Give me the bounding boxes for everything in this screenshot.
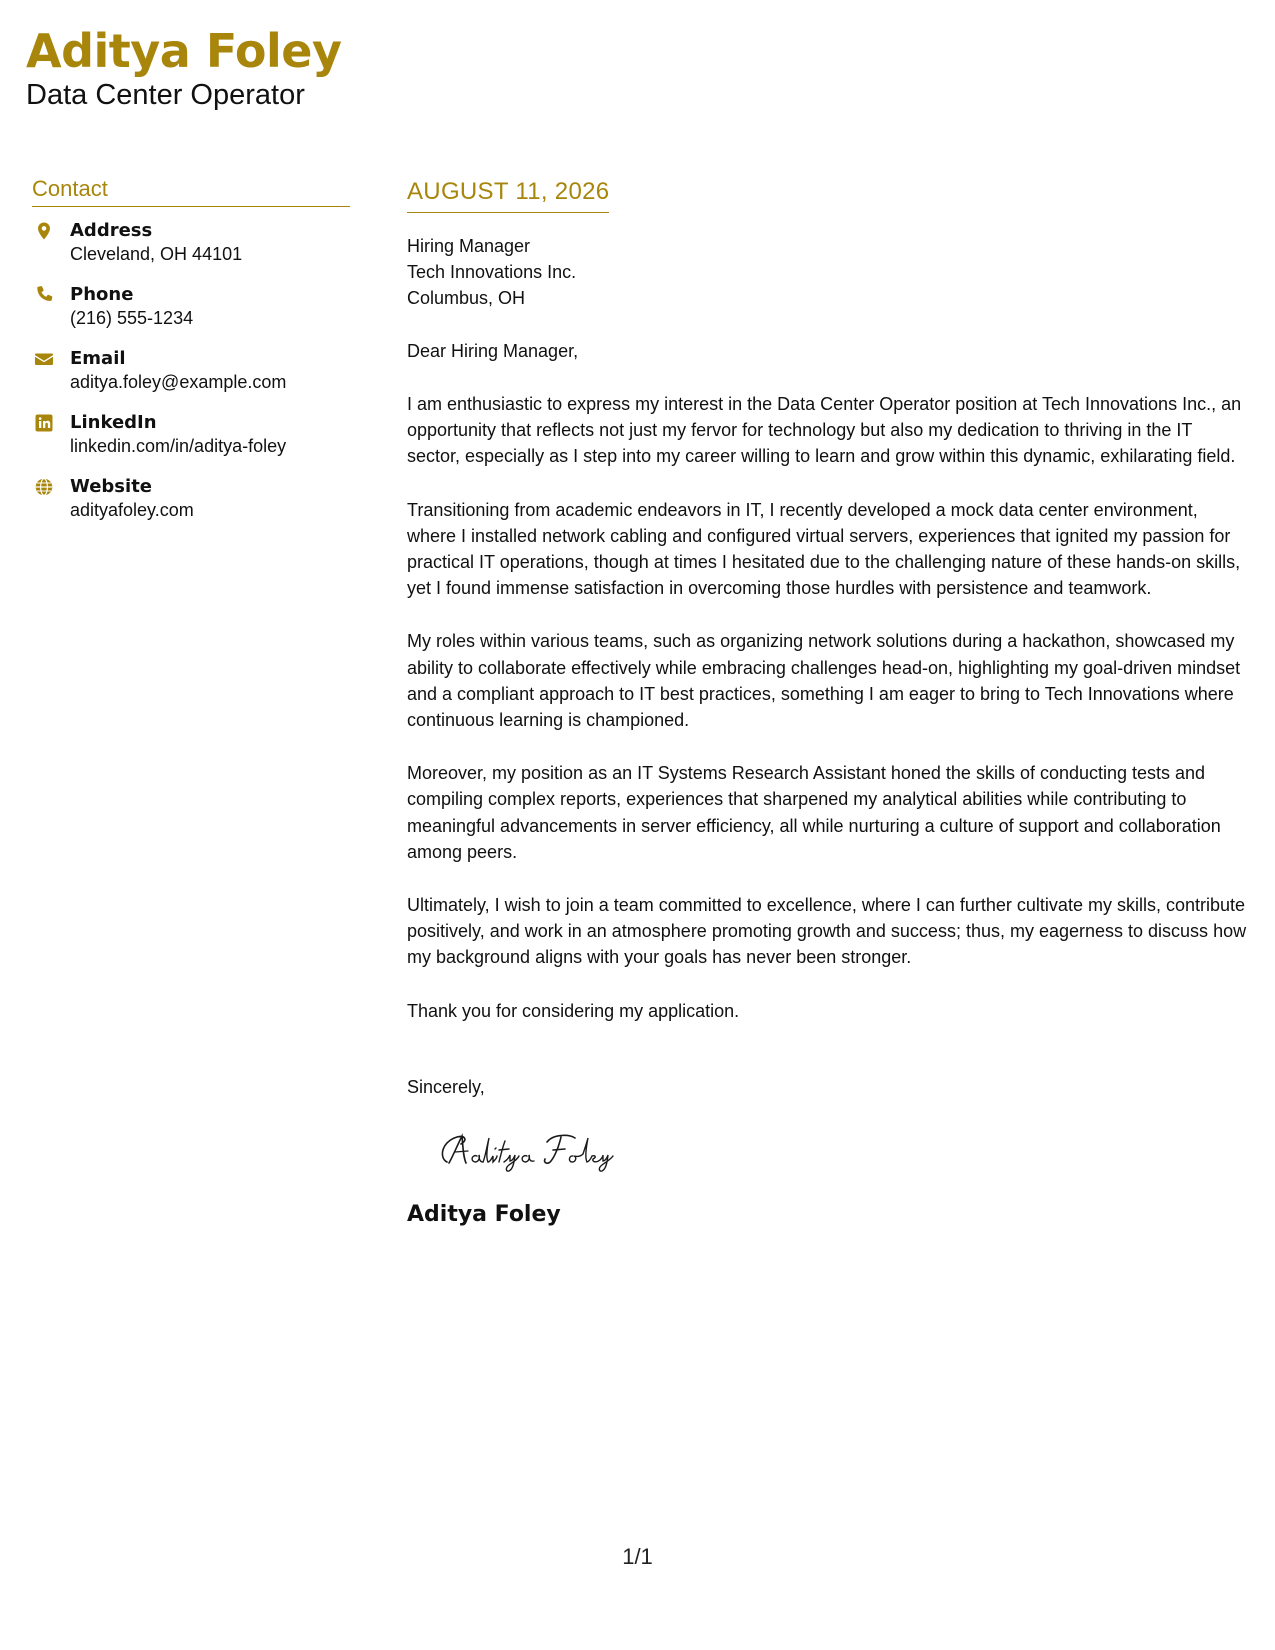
contact-label: Email [70,348,126,369]
signer-name: Aditya Foley [407,1201,561,1227]
body-paragraph: I am enthusiastic to express my interest in the Data Center Operator position at Tech Innovations Inc., an opportunity that reflects not just my fervor for technology but also my dedication to thriving in the IT sector, especially as I step into my career willing to learn and grow within this dynamic, exhilarating field. [407,394,1242,467]
body-paragraph: Moreover, my position as an IT Systems Research Assistant honed the skills of conducting tests and compiling complex reports, experiences that sharpened my analytical abilities while contributing to meaningful advancements in server efficiency, all while nurturing a culture of support and collaboration among peers. [407,763,1221,862]
contact-website [32,475,350,522]
map-pin-icon [34,221,54,241]
closing: Sincerely, [407,1076,485,1097]
contact-sidebar [32,176,350,539]
recipient-line: Hiring Manager [407,236,531,256]
letter-header [26,22,341,112]
contact-label: Website [70,476,153,497]
contact-value: linkedin.com/in/aditya-foley [70,436,287,456]
contact-address [32,219,350,266]
applicant-name: Aditya Foley [26,24,342,78]
contact-label: LinkedIn [70,412,157,433]
letter-date: AUGUST 11, 2026 [407,178,610,205]
contact-value: Cleveland, OH 44101 [70,244,243,264]
phone-icon [34,285,54,305]
contact-label: Phone [70,284,134,305]
contact-value: (216) 555-1234 [70,308,194,328]
globe-icon [34,477,54,497]
recipient-line: Tech Innovations Inc. [407,262,577,282]
letter-body [407,178,1247,1229]
contact-list [32,219,350,522]
linkedin-icon [34,413,54,433]
contact-label: Address [70,220,153,241]
recipient-line: Columbus, OH [407,288,526,308]
salutation: Dear Hiring Manager, [407,341,579,361]
body-paragraph: Ultimately, I wish to join a team committed to excellence, where I can further cultivate my skills, contribute positively, and work in an atmosphere promoting growth and success; thus, my eagerness to discuss how my background aligns with your goals has never been stronger. [407,895,1247,968]
recipient-block [407,233,1247,311]
letter-date-block [407,178,609,213]
contact-section-title: Contact [32,176,350,207]
body-paragraph: Thank you for considering my application. [407,1000,740,1021]
page-number: 1/1 [622,1544,653,1569]
contact-email [32,347,350,394]
contact-linkedin [32,411,350,458]
handwritten-signature [435,1128,635,1174]
contact-value: adityafoley.com [70,500,194,520]
contact-phone [32,283,350,330]
body-paragraph: My roles within various teams, such as organizing network solutions during a hackathon, showcased my ability to collaborate effectively while embracing challenges head-on, highlighting my goal-driven mindset and a compliant approach to IT best practices, something I am eager to bring to Tech Innovations where continuous learning is championed. [407,631,1241,731]
body-paragraph: Transitioning from academic endeavors in IT, I recently developed a mock data center environment, where I installed network cabling and configured virtual servers, experiences that ignited my passion for practical IT operations, though at times I hesitated due to the challenging nature of these hands-on skills, yet I found immense satisfaction in overcoming those hurdles with persistence and teamwork. [407,499,1241,599]
applicant-title: Data Center Operator [26,79,305,111]
contact-value: aditya.foley@example.com [70,372,287,392]
envelope-icon [34,349,54,369]
